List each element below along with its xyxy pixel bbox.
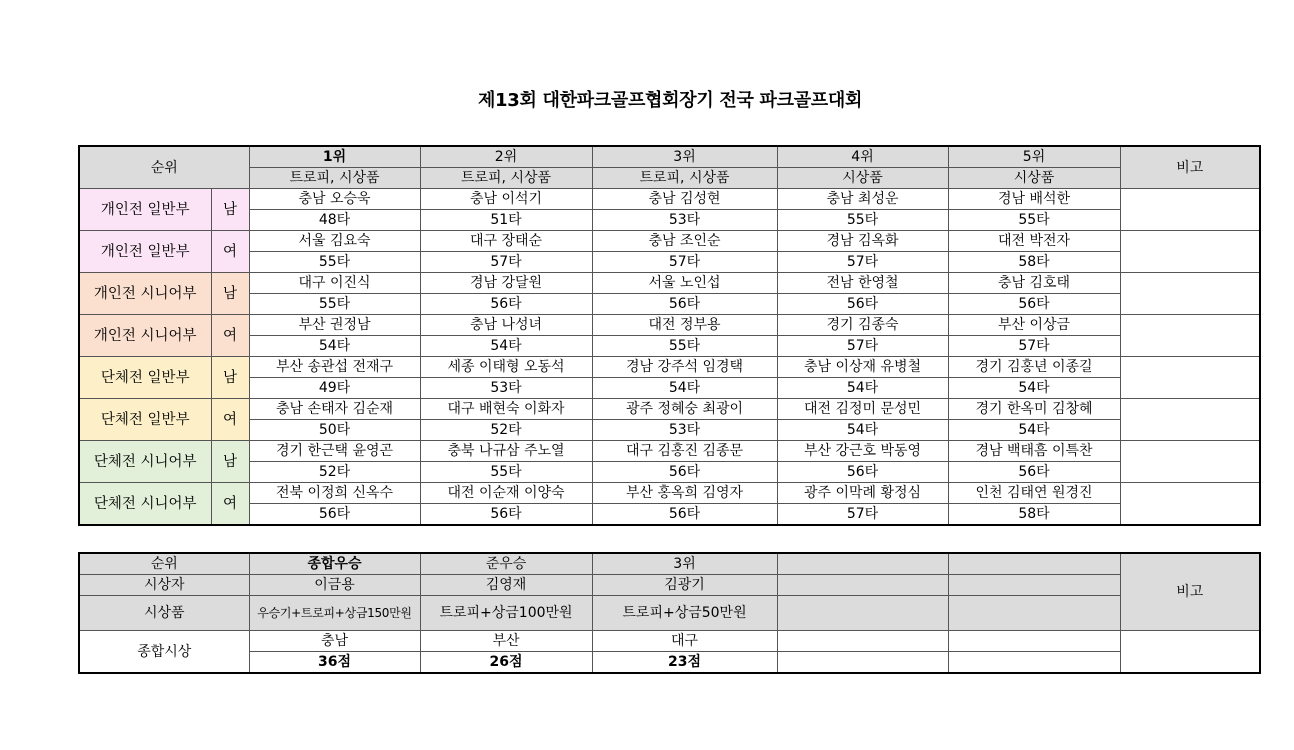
winner-score: 57타	[777, 336, 948, 357]
winner-score: 56타	[777, 294, 948, 315]
summary-remarks-header: 비고	[1120, 553, 1260, 631]
summary-empty-cell	[777, 631, 948, 652]
division-names-row	[79, 189, 1260, 210]
winner-name: 대전 정부용	[592, 315, 777, 336]
summary-empty-cell	[948, 596, 1120, 631]
summary-place-2: 준우승	[420, 553, 592, 575]
summary-empty-cell	[948, 631, 1120, 652]
presenter-label: 시상자	[79, 575, 249, 596]
division-names-row	[79, 399, 1260, 420]
header-row-places	[79, 146, 1260, 168]
division-names-row	[79, 357, 1260, 378]
overall-points-3: 23점	[592, 652, 777, 674]
overall-region-3: 대구	[592, 631, 777, 652]
remarks-header: 비고	[1120, 146, 1260, 189]
winner-score: 55타	[420, 462, 592, 483]
winner-name: 대전 김정미 문성민	[777, 399, 948, 420]
winner-name: 세종 이태형 오동석	[420, 357, 592, 378]
winner-score: 57타	[948, 336, 1120, 357]
winner-name: 경남 강달원	[420, 273, 592, 294]
page-title: 제13회 대한파크골프협회장기 전국 파크골프대회	[477, 90, 863, 111]
winner-score: 56타	[592, 462, 777, 483]
division-names-row	[79, 315, 1260, 336]
winner-name: 충남 나성녀	[420, 315, 592, 336]
place-header-1: 1위	[249, 146, 420, 168]
summary-rank-label: 순위	[79, 553, 249, 575]
summary-prize-3: 트로피+상금50만원	[592, 596, 777, 631]
rank-header: 순위	[79, 146, 249, 189]
winner-name: 충남 조인순	[592, 231, 777, 252]
winner-score: 53타	[420, 378, 592, 399]
overall-points-1: 36점	[249, 652, 420, 674]
division-name: 단체전 시니어부	[79, 441, 211, 483]
prize-header-3: 트로피, 시상품	[592, 168, 777, 189]
winner-score: 54타	[948, 378, 1120, 399]
summary-row-prize	[79, 596, 1260, 631]
winner-score: 56타	[948, 294, 1120, 315]
prize-header-5: 시상품	[948, 168, 1120, 189]
prize-header-4: 시상품	[777, 168, 948, 189]
division-name: 개인전 일반부	[79, 189, 211, 231]
remarks-cell	[1120, 231, 1260, 273]
place-header-2: 2위	[420, 146, 592, 168]
remarks-cell	[1120, 357, 1260, 399]
winner-score: 57타	[777, 252, 948, 273]
overall-label: 종합시상	[79, 631, 249, 674]
winner-score: 54타	[420, 336, 592, 357]
winner-name: 대구 배현숙 이화자	[420, 399, 592, 420]
place-header-5: 5위	[948, 146, 1120, 168]
summary-prize-2: 트로피+상금100만원	[420, 596, 592, 631]
winner-score: 54타	[948, 420, 1120, 441]
winner-score: 55타	[592, 336, 777, 357]
winner-name: 충남 이상재 유병철	[777, 357, 948, 378]
summary-row-rank	[79, 553, 1260, 575]
winner-name: 경기 김홍년 이종길	[948, 357, 1120, 378]
division-scores-row	[79, 210, 1260, 231]
division-names-row	[79, 273, 1260, 294]
division-name: 단체전 일반부	[79, 399, 211, 441]
division-name: 단체전 시니어부	[79, 483, 211, 526]
winner-name: 경남 강주석 임경택	[592, 357, 777, 378]
summary-empty-cell	[948, 575, 1120, 596]
winner-name: 충남 김성현	[592, 189, 777, 210]
summary-place-3: 3위	[592, 553, 777, 575]
division-scores-row	[79, 294, 1260, 315]
summary-remarks-cell	[1120, 631, 1260, 674]
summary-table	[78, 552, 1261, 674]
winner-name: 부산 홍옥희 김영자	[592, 483, 777, 504]
winner-name: 경남 배석한	[948, 189, 1120, 210]
winner-score: 55타	[777, 210, 948, 231]
division-gender: 여	[211, 483, 249, 526]
division-scores-row	[79, 420, 1260, 441]
winner-score: 56타	[948, 462, 1120, 483]
division-gender: 여	[211, 315, 249, 357]
presenter-1: 이금용	[249, 575, 420, 596]
winner-name: 광주 이막례 황정심	[777, 483, 948, 504]
summary-row-region	[79, 631, 1260, 652]
winner-name: 충남 손태자 김순재	[249, 399, 420, 420]
winner-score: 56타	[420, 294, 592, 315]
remarks-cell	[1120, 441, 1260, 483]
winner-score: 56타	[777, 462, 948, 483]
results-table	[78, 145, 1261, 526]
winner-name: 서울 김요숙	[249, 231, 420, 252]
winner-name: 충남 김호태	[948, 273, 1120, 294]
winner-name: 부산 송관섭 전재구	[249, 357, 420, 378]
winner-score: 49타	[249, 378, 420, 399]
winner-name: 경남 백태흠 이특찬	[948, 441, 1120, 462]
winner-score: 51타	[420, 210, 592, 231]
division-names-row	[79, 231, 1260, 252]
winner-score: 55타	[249, 252, 420, 273]
winner-name: 부산 이상금	[948, 315, 1120, 336]
winner-score: 48타	[249, 210, 420, 231]
remarks-cell	[1120, 273, 1260, 315]
winner-score: 58타	[948, 504, 1120, 526]
place-header-3: 3위	[592, 146, 777, 168]
summary-empty-cell	[948, 652, 1120, 674]
winner-score: 56타	[420, 504, 592, 526]
winner-name: 경기 한근택 윤영곤	[249, 441, 420, 462]
winner-name: 대전 박전자	[948, 231, 1120, 252]
prize-header-1: 트로피, 시상품	[249, 168, 420, 189]
place-header-4: 4위	[777, 146, 948, 168]
overall-points-2: 26점	[420, 652, 592, 674]
winner-score: 54타	[249, 336, 420, 357]
division-gender: 남	[211, 357, 249, 399]
winner-name: 서울 노인섭	[592, 273, 777, 294]
presenter-3: 김광기	[592, 575, 777, 596]
winner-name: 전남 한영철	[777, 273, 948, 294]
prize-header-2: 트로피, 시상품	[420, 168, 592, 189]
winner-score: 52타	[420, 420, 592, 441]
winner-score: 56타	[249, 504, 420, 526]
division-scores-row	[79, 378, 1260, 399]
winner-score: 57타	[777, 504, 948, 526]
winner-name: 경남 김옥화	[777, 231, 948, 252]
summary-empty-cell	[777, 553, 948, 575]
winner-score: 58타	[948, 252, 1120, 273]
winner-name: 대구 이진식	[249, 273, 420, 294]
division-gender: 남	[211, 189, 249, 231]
winner-score: 52타	[249, 462, 420, 483]
division-names-row	[79, 483, 1260, 504]
winner-score: 55타	[948, 210, 1120, 231]
winner-name: 충북 나규삼 주노열	[420, 441, 592, 462]
summary-empty-cell	[948, 553, 1120, 575]
header-row-prizes	[79, 168, 1260, 189]
winner-name: 전북 이정희 신옥수	[249, 483, 420, 504]
division-scores-row	[79, 504, 1260, 526]
winner-name: 광주 정혜숭 최광이	[592, 399, 777, 420]
remarks-cell	[1120, 399, 1260, 441]
division-name: 개인전 시니어부	[79, 273, 211, 315]
summary-prize-1: 우승기+트로피+상금150만원	[249, 596, 420, 631]
division-gender: 남	[211, 441, 249, 483]
winner-score: 56타	[592, 504, 777, 526]
winner-score: 55타	[249, 294, 420, 315]
division-name: 개인전 일반부	[79, 231, 211, 273]
division-names-row	[79, 441, 1260, 462]
division-gender: 여	[211, 231, 249, 273]
division-scores-row	[79, 336, 1260, 357]
winner-score: 56타	[592, 294, 777, 315]
winner-name: 부산 강근호 박동영	[777, 441, 948, 462]
prize-label: 시상품	[79, 596, 249, 631]
division-scores-row	[79, 252, 1260, 273]
winner-name: 경기 한옥미 김창혜	[948, 399, 1120, 420]
presenter-2: 김영재	[420, 575, 592, 596]
winner-score: 50타	[249, 420, 420, 441]
winner-score: 57타	[592, 252, 777, 273]
overall-region-1: 충남	[249, 631, 420, 652]
remarks-cell	[1120, 483, 1260, 526]
winner-name: 대구 김홍진 김종문	[592, 441, 777, 462]
winner-name: 부산 권정남	[249, 315, 420, 336]
summary-empty-cell	[777, 652, 948, 674]
winner-name: 대전 이순재 이양숙	[420, 483, 592, 504]
division-gender: 여	[211, 399, 249, 441]
division-name: 단체전 일반부	[79, 357, 211, 399]
winner-name: 충남 오승욱	[249, 189, 420, 210]
summary-row-points	[79, 652, 1260, 674]
winner-score: 53타	[592, 210, 777, 231]
summary-place-1: 종합우승	[249, 553, 420, 575]
summary-row-presenter	[79, 575, 1260, 596]
winner-name: 인천 김태연 원경진	[948, 483, 1120, 504]
winner-score: 53타	[592, 420, 777, 441]
summary-empty-cell	[777, 596, 948, 631]
winner-score: 54타	[777, 378, 948, 399]
division-gender: 남	[211, 273, 249, 315]
winner-name: 경기 김종숙	[777, 315, 948, 336]
winner-score: 54타	[777, 420, 948, 441]
winner-name: 충남 이석기	[420, 189, 592, 210]
overall-region-2: 부산	[420, 631, 592, 652]
remarks-cell	[1120, 189, 1260, 231]
summary-empty-cell	[777, 575, 948, 596]
remarks-cell	[1120, 315, 1260, 357]
division-scores-row	[79, 462, 1260, 483]
division-name: 개인전 시니어부	[79, 315, 211, 357]
winner-score: 57타	[420, 252, 592, 273]
winner-name: 대구 장태순	[420, 231, 592, 252]
winner-score: 54타	[592, 378, 777, 399]
winner-name: 충남 최성운	[777, 189, 948, 210]
